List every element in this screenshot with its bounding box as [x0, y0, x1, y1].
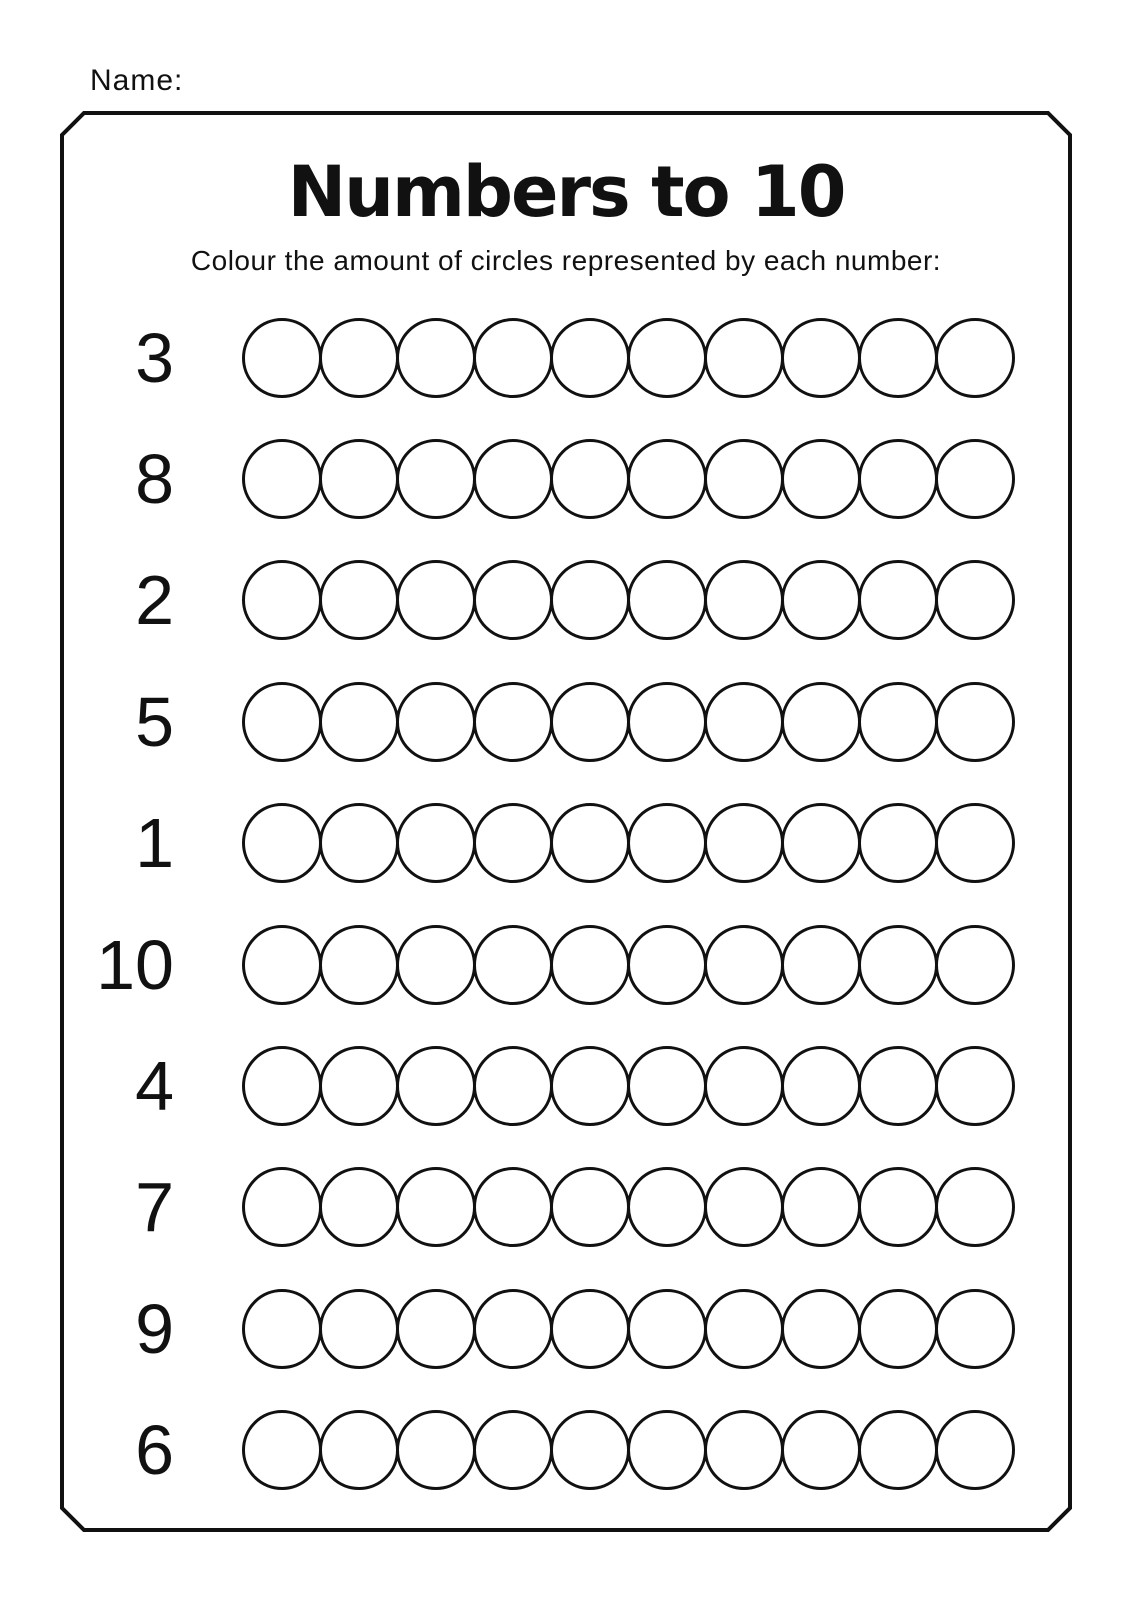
colour-circle[interactable]	[781, 318, 861, 398]
colour-circle[interactable]	[550, 560, 630, 640]
colour-circle[interactable]	[473, 925, 553, 1005]
colour-circle[interactable]	[781, 1410, 861, 1490]
colour-circle[interactable]	[319, 682, 399, 762]
colour-circle[interactable]	[242, 439, 322, 519]
colour-circle[interactable]	[704, 439, 784, 519]
colour-circle[interactable]	[242, 318, 322, 398]
number-row	[62, 783, 1070, 904]
colour-circle[interactable]	[935, 1289, 1015, 1369]
colour-circle[interactable]	[627, 803, 707, 883]
colour-circle[interactable]	[781, 439, 861, 519]
colour-circle[interactable]	[319, 560, 399, 640]
colour-circle[interactable]	[935, 682, 1015, 762]
colour-circle[interactable]	[319, 318, 399, 398]
row-number: 6	[135, 1411, 174, 1490]
colour-circle[interactable]	[242, 560, 322, 640]
colour-circle[interactable]	[704, 560, 784, 640]
circle-strip	[242, 318, 1012, 398]
colour-circle[interactable]	[473, 1410, 553, 1490]
circle-strip	[242, 1289, 1012, 1369]
colour-circle[interactable]	[473, 803, 553, 883]
colour-circle[interactable]	[704, 1167, 784, 1247]
number-row	[62, 1268, 1070, 1389]
row-number: 4	[135, 1047, 174, 1126]
colour-circle[interactable]	[319, 439, 399, 519]
colour-circle[interactable]	[319, 1289, 399, 1369]
colour-circle[interactable]	[781, 1046, 861, 1126]
colour-circle[interactable]	[627, 439, 707, 519]
colour-circle[interactable]	[704, 1289, 784, 1369]
colour-circle[interactable]	[627, 1410, 707, 1490]
colour-circle[interactable]	[396, 1046, 476, 1126]
colour-circle[interactable]	[473, 439, 553, 519]
circle-strip	[242, 682, 1012, 762]
colour-circle[interactable]	[858, 682, 938, 762]
colour-circle[interactable]	[627, 318, 707, 398]
colour-circle[interactable]	[781, 1289, 861, 1369]
worksheet-panel	[62, 113, 1070, 1530]
colour-circle[interactable]	[781, 560, 861, 640]
colour-circle[interactable]	[473, 1046, 553, 1126]
instruction-text: Colour the amount of circles represented by each number:	[190, 245, 942, 276]
colour-circle[interactable]	[627, 682, 707, 762]
colour-circle[interactable]	[396, 1289, 476, 1369]
circle-strip	[242, 1046, 1012, 1126]
number-row	[62, 661, 1070, 782]
colour-circle[interactable]	[781, 682, 861, 762]
number-row	[62, 418, 1070, 539]
number-row	[62, 904, 1070, 1025]
row-number: 7	[135, 1168, 174, 1247]
colour-circle[interactable]	[704, 925, 784, 1005]
colour-circle[interactable]	[319, 1167, 399, 1247]
colour-circle[interactable]	[396, 1410, 476, 1490]
number-row	[62, 297, 1070, 418]
colour-circle[interactable]	[858, 1167, 938, 1247]
row-number: 5	[135, 682, 174, 761]
colour-circle[interactable]	[242, 1167, 322, 1247]
colour-circle[interactable]	[858, 560, 938, 640]
page-title: Numbers to 10	[287, 151, 845, 233]
row-number: 8	[135, 440, 174, 519]
colour-circle[interactable]	[473, 682, 553, 762]
colour-circle[interactable]	[935, 1167, 1015, 1247]
colour-circle[interactable]	[550, 1167, 630, 1247]
colour-circle[interactable]	[781, 803, 861, 883]
colour-circle[interactable]	[704, 803, 784, 883]
colour-circle[interactable]	[396, 1167, 476, 1247]
row-number: 3	[135, 318, 174, 397]
colour-circle[interactable]	[550, 925, 630, 1005]
row-number: 10	[96, 925, 174, 1004]
colour-circle[interactable]	[781, 925, 861, 1005]
colour-circle[interactable]	[704, 1410, 784, 1490]
colour-circle[interactable]	[704, 318, 784, 398]
colour-circle[interactable]	[704, 682, 784, 762]
colour-circle[interactable]	[550, 439, 630, 519]
colour-circle[interactable]	[858, 925, 938, 1005]
colour-circle[interactable]	[935, 439, 1015, 519]
colour-circle[interactable]	[396, 560, 476, 640]
colour-circle[interactable]	[935, 318, 1015, 398]
circle-strip	[242, 1167, 1012, 1247]
circle-strip	[242, 1410, 1012, 1490]
colour-circle[interactable]	[550, 318, 630, 398]
colour-circle[interactable]	[473, 560, 553, 640]
colour-circle[interactable]	[858, 1289, 938, 1369]
colour-circle[interactable]	[935, 560, 1015, 640]
colour-circle[interactable]	[319, 1410, 399, 1490]
colour-circle[interactable]	[550, 1410, 630, 1490]
number-row	[62, 540, 1070, 661]
colour-circle[interactable]	[550, 1046, 630, 1126]
circle-strip	[242, 925, 1012, 1005]
colour-circle[interactable]	[858, 1410, 938, 1490]
colour-circle[interactable]	[396, 803, 476, 883]
number-row	[62, 1390, 1070, 1511]
colour-circle[interactable]	[396, 682, 476, 762]
name-label: Name:	[90, 64, 184, 97]
colour-circle[interactable]	[242, 925, 322, 1005]
colour-circle[interactable]	[242, 682, 322, 762]
colour-circle[interactable]	[704, 1046, 784, 1126]
number-row	[62, 1025, 1070, 1146]
colour-circle[interactable]	[935, 1046, 1015, 1126]
colour-circle[interactable]	[319, 803, 399, 883]
colour-circle[interactable]	[319, 925, 399, 1005]
colour-circle[interactable]	[396, 318, 476, 398]
colour-circle[interactable]	[242, 1410, 322, 1490]
colour-circle[interactable]	[473, 1289, 553, 1369]
number-row	[62, 1147, 1070, 1268]
colour-circle[interactable]	[781, 1167, 861, 1247]
colour-circle[interactable]	[473, 318, 553, 398]
colour-circle[interactable]	[858, 1046, 938, 1126]
row-number: 1	[135, 804, 174, 883]
colour-circle[interactable]	[935, 925, 1015, 1005]
colour-circle[interactable]	[627, 1046, 707, 1126]
row-number: 9	[135, 1289, 174, 1368]
colour-circle[interactable]	[396, 925, 476, 1005]
colour-circle[interactable]	[858, 318, 938, 398]
colour-circle[interactable]	[242, 1289, 322, 1369]
colour-circle[interactable]	[858, 803, 938, 883]
colour-circle[interactable]	[627, 1289, 707, 1369]
colour-circle[interactable]	[935, 1410, 1015, 1490]
colour-circle[interactable]	[396, 439, 476, 519]
colour-circle[interactable]	[242, 1046, 322, 1126]
circle-strip	[242, 560, 1012, 640]
colour-circle[interactable]	[627, 1167, 707, 1247]
colour-circle[interactable]	[550, 1289, 630, 1369]
row-number: 2	[135, 561, 174, 640]
colour-circle[interactable]	[242, 803, 322, 883]
colour-circle[interactable]	[550, 803, 630, 883]
colour-circle[interactable]	[627, 560, 707, 640]
colour-circle[interactable]	[473, 1167, 553, 1247]
colour-circle[interactable]	[550, 682, 630, 762]
colour-circle[interactable]	[858, 439, 938, 519]
worksheet-rows	[62, 297, 1070, 1511]
colour-circle[interactable]	[627, 925, 707, 1005]
circle-strip	[242, 803, 1012, 883]
colour-circle[interactable]	[935, 803, 1015, 883]
circle-strip	[242, 439, 1012, 519]
colour-circle[interactable]	[319, 1046, 399, 1126]
